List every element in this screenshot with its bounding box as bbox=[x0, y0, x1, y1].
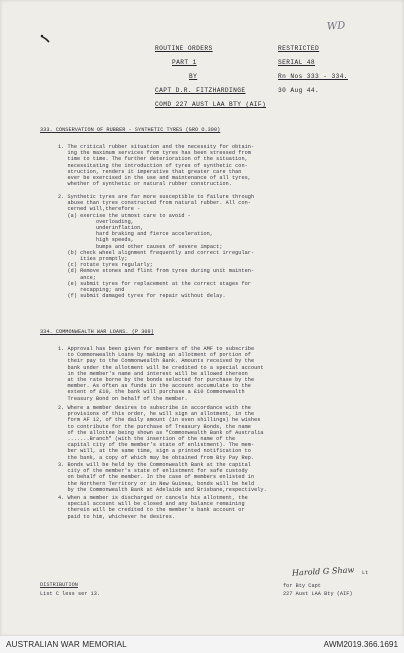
section-334-para-2: 2. Where a member desires to subscribe in accordance with the provisions of this order, he will sign an allotment, in the form AF 12, of the daily amount (in even shillings) he wishes to contribute for the purchase of Treasury Bonds, the name of the allottee being shown as "Commonwealth Bank of Australia .......Branch" (with the insertion of the name of the capital city of the member's state of enlistment). The mem- ber will, at the same time, sign a printed notification to the bank, a copy of which may be obtained from Bty Pay Rep. bbox=[58, 405, 264, 461]
section-333-heading: 333. CONSERVATION OF RUBBER - SYNTHETIC TYRES (GRO O.300) bbox=[40, 127, 221, 133]
section-334-para-3: 3. Bonds will be held by the Commonwealth Bank at the capital city of the member's state of enlistment for safe custody on behalf of the member. In the case of members enlisted in the Northern Territory or in New Guinea, bonds will be held by the Commonwealth Bank at Adelaide and Brisbane,respectively. bbox=[58, 462, 267, 493]
order-numbers: Rn Nos 333 - 334. bbox=[278, 73, 348, 80]
section-334-para-4: 4. When a member is discharged or cancels his allotment, the special account will be closed and any balance remaining therein will be credited to the member's bank account or paid to him, whichever he desires. bbox=[58, 495, 248, 520]
archive-footer bbox=[0, 636, 404, 653]
serial-label: SERIAL 48 bbox=[278, 59, 316, 66]
unit-name: COMD 227 AUST LAA BTY (AIF) bbox=[155, 101, 267, 108]
signatory-unit: 227 Aust LAA Bty (AIF) bbox=[283, 591, 353, 597]
punch-hole-mark bbox=[40, 34, 50, 44]
section-333-para-2: 2. Synthetic tyres are far more susceptible to failure through abuse than tyres constructed from natural rubber. All con- cerned will,therefore - (a) exercise the utmost care to avoid - overloading, underinflation, hard braking and fierce acceleration, high speeds, bumps and other causes of severe impact; (b) check wheel alignment frequently and correct irregular- ities promptly; (c) rotate tyres regularly; (d) Remove stones and flint from tyres during unit mainten- ance; (e) submit tyres for replacement at the correct stages for recapping; and (f) submit damaged tyres for repair without delay. bbox=[58, 194, 255, 300]
section-334-para-1: 1. Approval has been given for members of the AMF to subscribe to Commonwealth Loans by making an allotment of portion of their pay to the Commonwealth Bank. Amounts received by the bank under the allotment will be credited to a special account in the member's name and interest will be allowed thereon at the rate borne by the bonds selected for purchase by the member. As often as funds in the account accumulate to the extent of £10, the bank will purchase a £10 Commonwealth Treasury Bond on behalf of the member. bbox=[58, 346, 264, 402]
archive-reference: AWM2019.366.1691 bbox=[323, 640, 398, 649]
restricted-label: RESTRICTED bbox=[278, 45, 320, 52]
part-label: PART 1 bbox=[172, 59, 197, 66]
handwritten-signature: Harold G Shaw bbox=[291, 565, 355, 578]
routine-orders-title: ROUTINE ORDERS bbox=[155, 45, 213, 52]
section-334-heading: 334. COMMONWEALTH WAR LOANS. (P 309) bbox=[40, 329, 154, 335]
signatory-rank: Lt bbox=[362, 570, 369, 576]
distribution-list: List C less ser 13. bbox=[40, 591, 101, 597]
distribution-heading: DISTRIBUTION bbox=[40, 582, 78, 588]
for-bty-capt: for Bty Capt bbox=[283, 583, 321, 589]
by-label: BY bbox=[189, 73, 198, 80]
wd-stamp: WD bbox=[326, 20, 346, 33]
order-date: 30 Aug 44. bbox=[278, 87, 320, 94]
officer-name: CAPT D.R. FITZHARDINGE bbox=[155, 87, 246, 94]
archive-name: AUSTRALIAN WAR MEMORIAL bbox=[6, 640, 127, 649]
section-333-para-1: 1. The critical rubber situation and the necessity for obtain- ing the maximum services from tyres has been stressed from time to time. The further deterioration of the situation, necessitating the introduction of tyres of synthetic con- struction, renders it imperative that greater care than ever be exercised in the use and maintenance of all tyres, whether of synthetic or natural rubber construction. bbox=[58, 144, 255, 188]
